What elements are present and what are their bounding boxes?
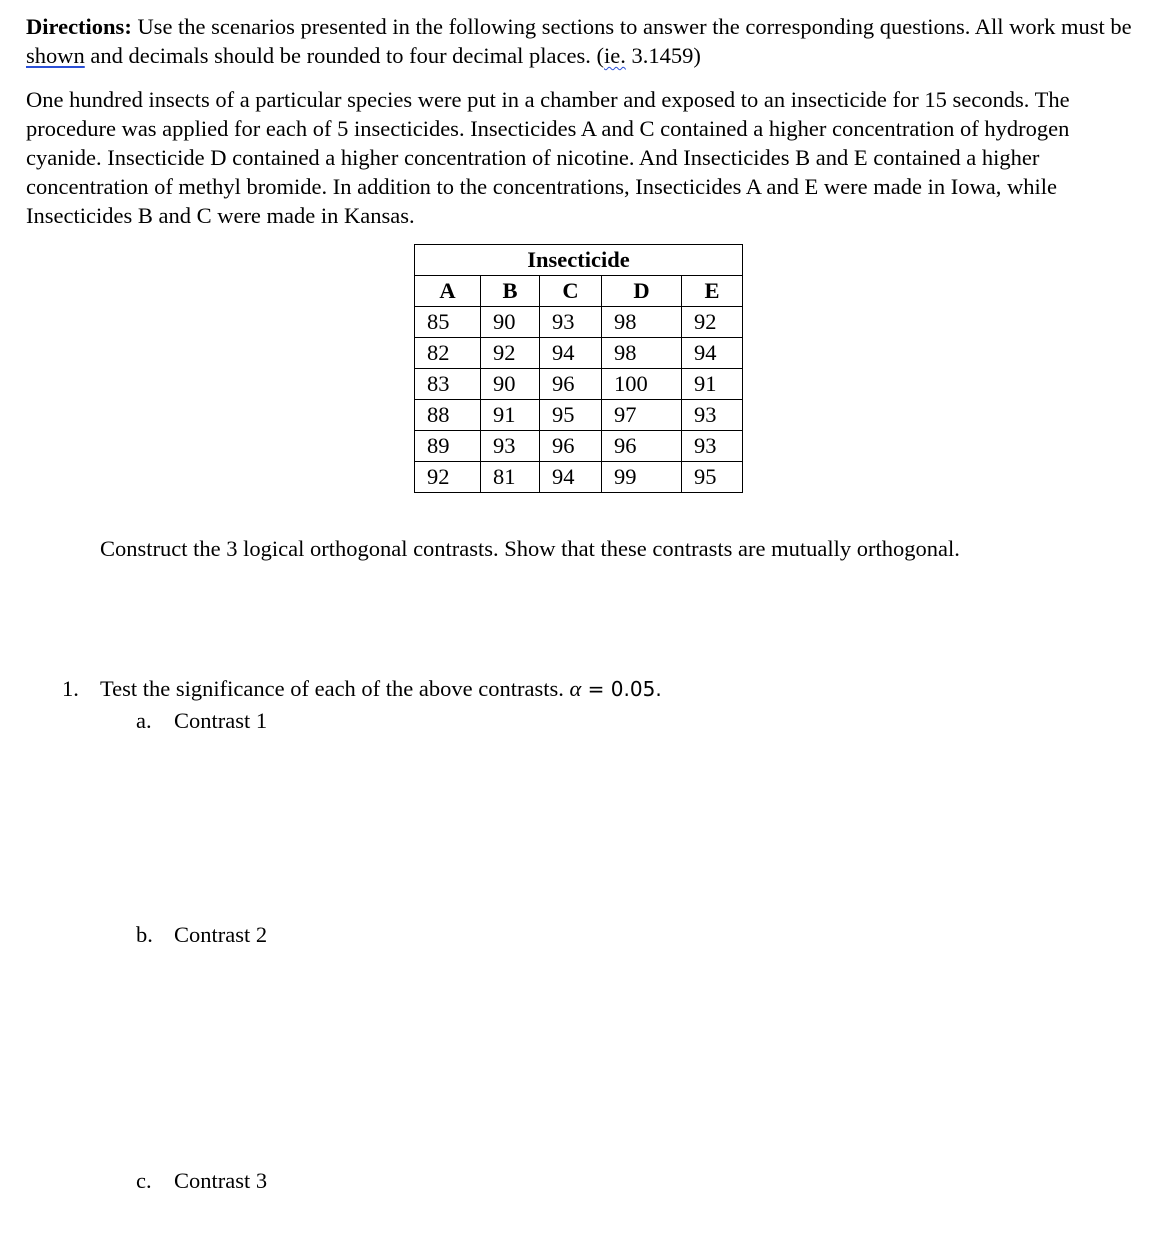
table-cell: 98 — [602, 307, 682, 338]
table-cell: 89 — [415, 431, 481, 462]
header-a: A — [415, 276, 481, 307]
table-cell: 95 — [682, 462, 743, 493]
question-1b-label: b. — [136, 922, 153, 947]
question-1b-text: Contrast 2 — [174, 922, 268, 947]
table-cell: 92 — [415, 462, 481, 493]
scenario-paragraph: One hundred insects of a particular species were put in a chamber and exposed to an insecticide for 15 seconds. The procedure was applied for each of 5 insecticides. Insecticides A and C contained a higher concentration of hydrogen cyanide. Insecticide D contained a higher concentration of nicotine. And Insecticides B and E contained a higher concentration of methyl bromide. In addition to the concentrations, Insecticides A and E were made in Iowa, while Insecticides B and C were made in Kansas. — [26, 87, 1070, 228]
table-row — [415, 400, 743, 431]
question-1c-label: c. — [136, 1168, 152, 1193]
shown-word: shown — [26, 43, 85, 68]
table-row — [415, 462, 743, 493]
alpha-value: = 0.05. — [581, 677, 662, 701]
table-cell: 96 — [540, 369, 602, 400]
table-cell: 93 — [540, 307, 602, 338]
insecticide-table — [414, 244, 743, 493]
ie-word: ie. — [603, 43, 626, 68]
table-cell: 93 — [481, 431, 540, 462]
table-cell: 92 — [481, 338, 540, 369]
question-1a-text: Contrast 1 — [174, 708, 268, 733]
table-cell: 96 — [540, 431, 602, 462]
directions-text-b: and decimals should be rounded to four decimal places. ( — [84, 43, 604, 68]
header-e: E — [682, 276, 743, 307]
table-cell: 98 — [602, 338, 682, 369]
directions-label: Directions: — [26, 14, 132, 39]
alpha-symbol: α — [569, 676, 582, 701]
table-cell: 83 — [415, 369, 481, 400]
contrast-instruction: Construct the 3 logical orthogonal contrasts. Show that these contrasts are mutually orthogonal. — [100, 536, 960, 561]
question-1c-text: Contrast 3 — [174, 1168, 268, 1193]
table-cell: 99 — [602, 462, 682, 493]
table-cell: 100 — [602, 369, 682, 400]
table-cell: 81 — [481, 462, 540, 493]
table-cell: 94 — [540, 338, 602, 369]
table-cell: 95 — [540, 400, 602, 431]
header-b: B — [481, 276, 540, 307]
table-cell: 90 — [481, 369, 540, 400]
question-1-text — [100, 676, 662, 702]
table-cell: 93 — [682, 431, 743, 462]
header-c: C — [540, 276, 602, 307]
table-title: Insecticide — [415, 245, 743, 276]
table-cell: 90 — [481, 307, 540, 338]
directions-paragraph — [26, 12, 1146, 70]
question-1-number: 1. — [62, 676, 79, 701]
directions-text-c: 3.1459) — [625, 43, 701, 68]
table-cell: 93 — [682, 400, 743, 431]
table-cell: 82 — [415, 338, 481, 369]
table-cell: 91 — [682, 369, 743, 400]
table-row — [415, 338, 743, 369]
table-cell: 96 — [602, 431, 682, 462]
header-d: D — [602, 276, 682, 307]
table-title-row — [415, 245, 743, 276]
directions-text-a: Use the scenarios presented in the following sections to answer the corresponding questions. All work must be — [131, 14, 1132, 39]
table-cell: 97 — [602, 400, 682, 431]
table-header-row — [415, 276, 743, 307]
table-cell: 85 — [415, 307, 481, 338]
table-row — [415, 307, 743, 338]
table-row — [415, 369, 743, 400]
table-row — [415, 431, 743, 462]
question-1a-label: a. — [136, 708, 152, 733]
table-cell: 94 — [540, 462, 602, 493]
table-cell: 92 — [682, 307, 743, 338]
table-cell: 88 — [415, 400, 481, 431]
question-1-body: Test the significance of each of the above contrasts. — [100, 676, 564, 701]
table-cell: 91 — [481, 400, 540, 431]
table-cell: 94 — [682, 338, 743, 369]
